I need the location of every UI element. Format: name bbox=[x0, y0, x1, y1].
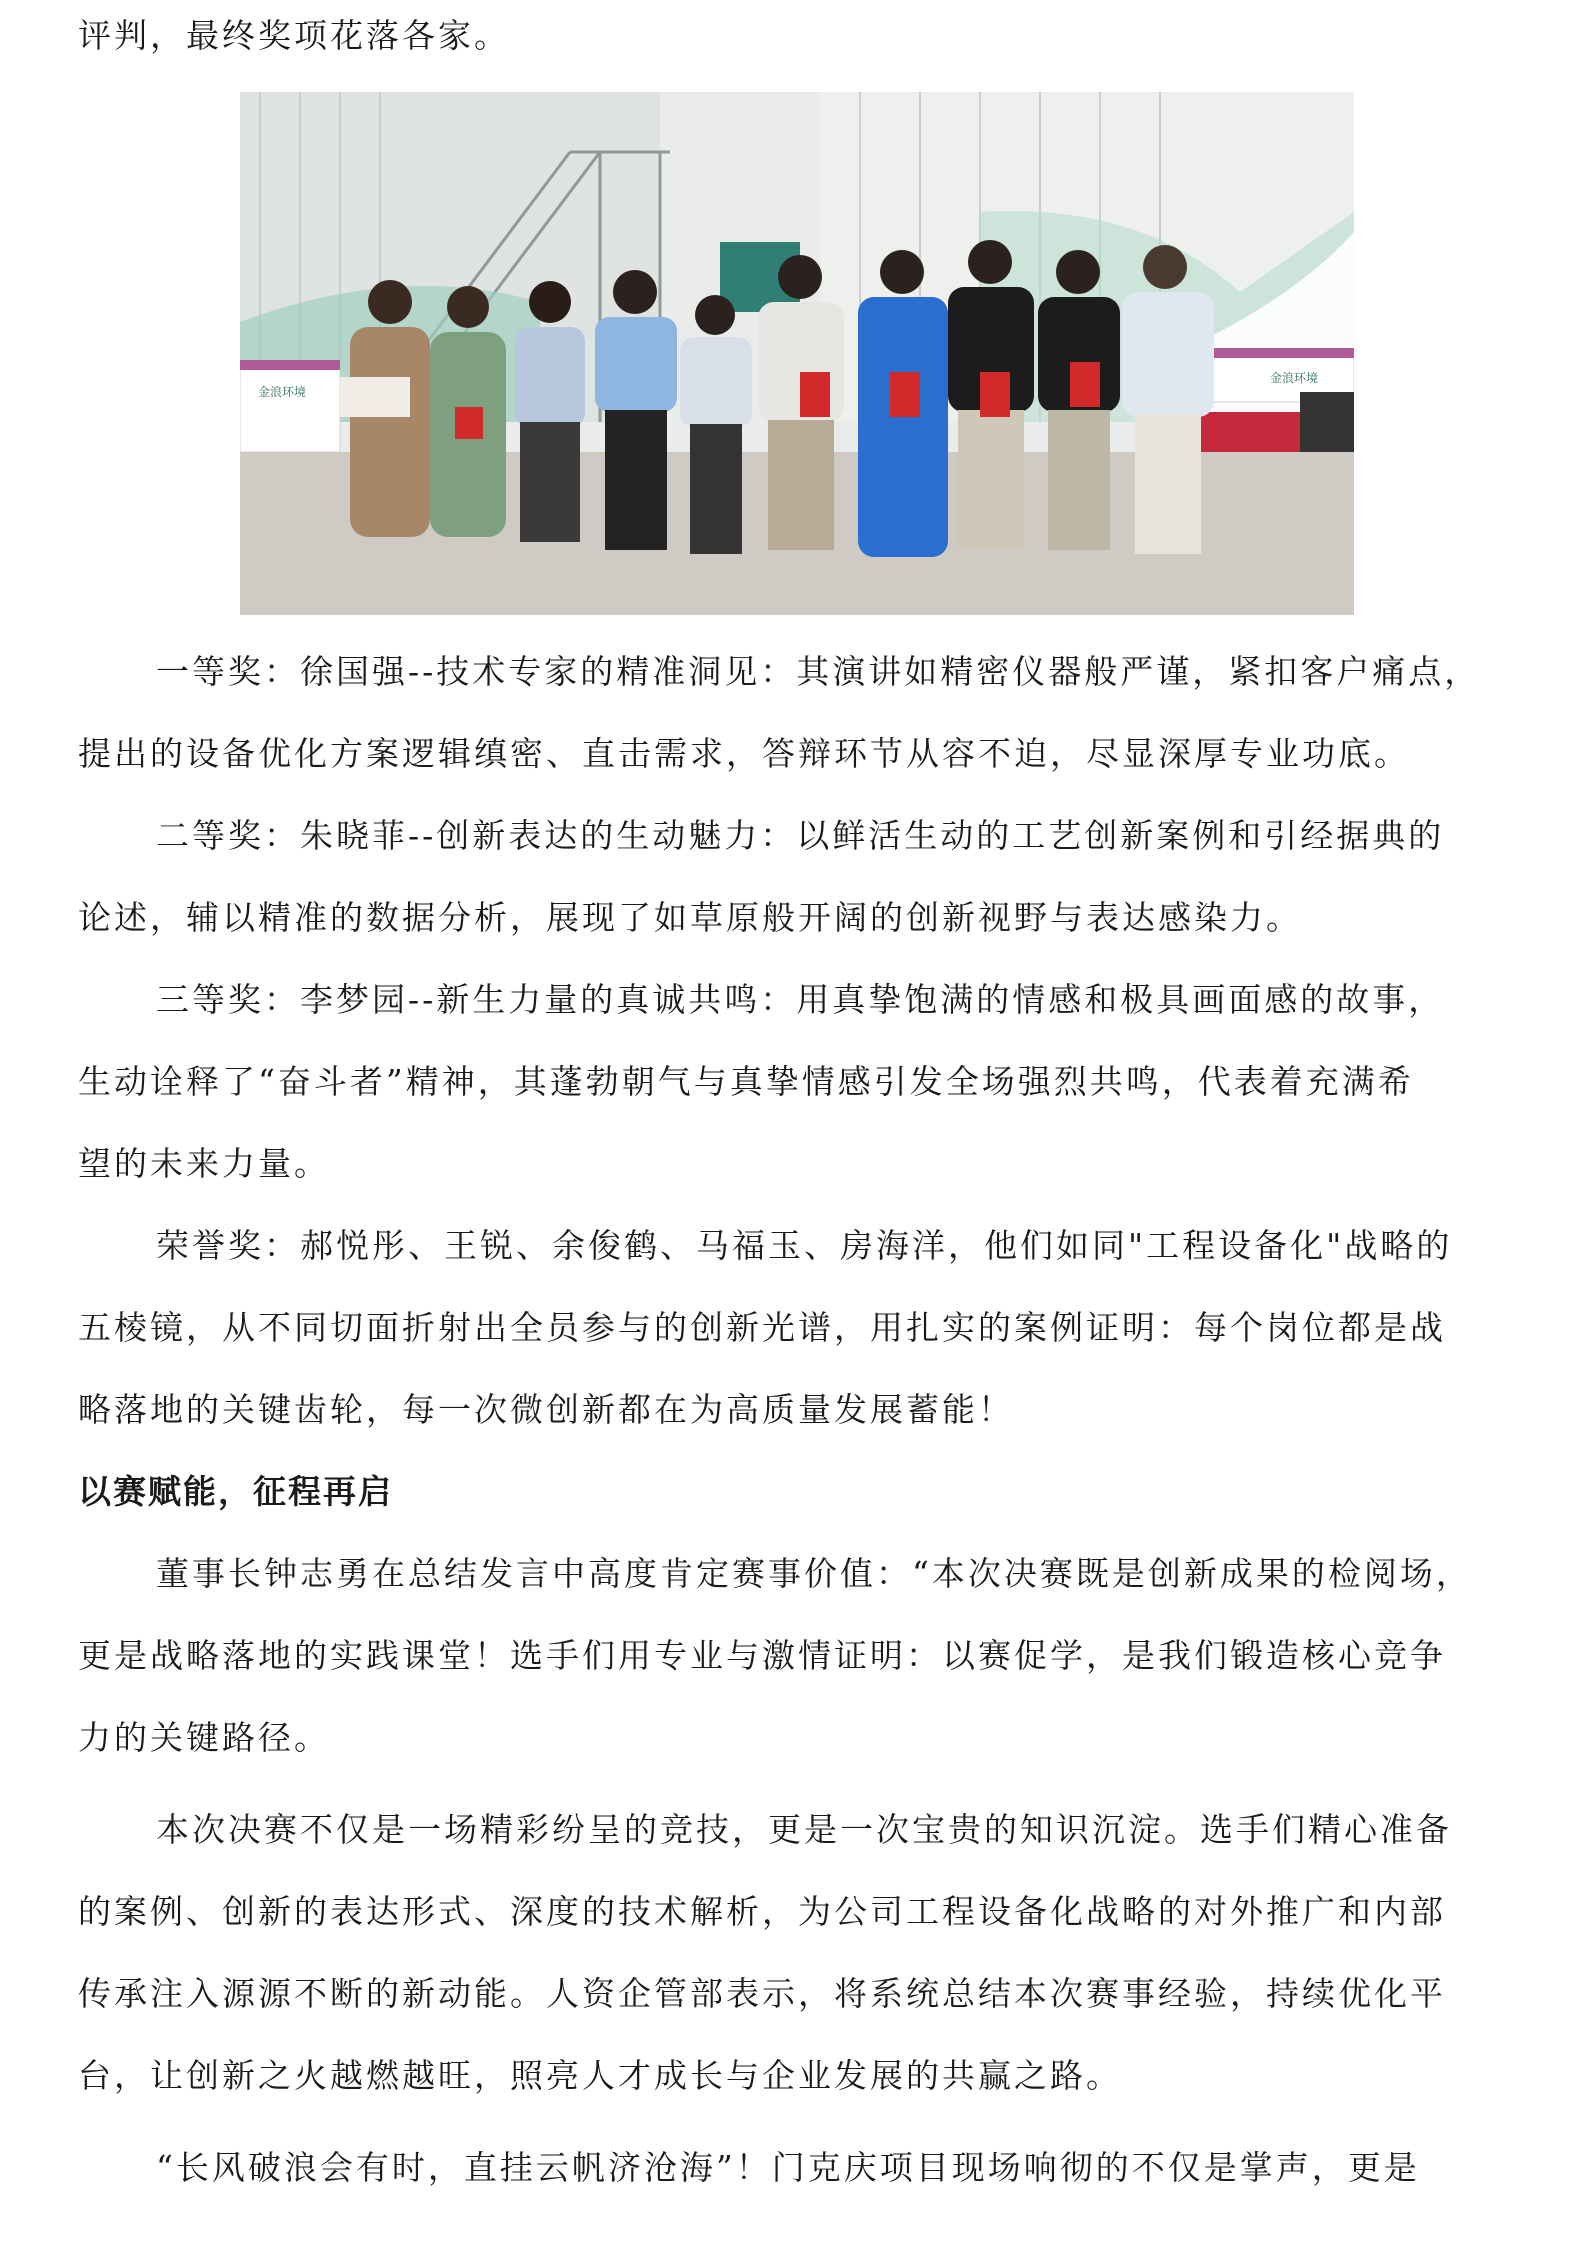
chairman-line-2: 更是战略落地的实践课堂！选手们用专业与激情证明：以赛促学，是我们锻造核心竞争 bbox=[78, 1636, 1446, 1675]
planter-sign-left: 金浪环境 bbox=[258, 385, 307, 399]
chairman-line-3: 力的关键路径。 bbox=[78, 1718, 330, 1757]
award-first-line-2: 提出的设备优化方案逻辑缜密、直击需求，答辩环节从容不迫，尽显深厚专业功底。 bbox=[78, 734, 1410, 773]
award-second-line-1: 二等奖：朱晓菲--创新表达的生动魅力：以鲜活生动的工艺创新案例和引经据典的 bbox=[156, 816, 1445, 855]
award-honor-line-3: 略落地的关键齿轮，每一次微创新都在为高质量发展蓄能！ bbox=[78, 1390, 1014, 1429]
planter-sign-right: 金浪环境 bbox=[1270, 371, 1319, 385]
summary-line-4: 台，让创新之火越燃越旺，照亮人才成长与企业发展的共赢之路。 bbox=[78, 2056, 1122, 2095]
section-heading: 以赛赋能，征程再启 bbox=[78, 1472, 393, 1511]
group-award-photo bbox=[240, 92, 1354, 615]
award-first-line-1: 一等奖：徐国强--技术专家的精准洞见：其演讲如精密仪器般严谨，紧扣客户痛点， bbox=[156, 652, 1481, 691]
award-third-line-3: 望的未来力量。 bbox=[78, 1144, 330, 1183]
summary-line-3: 传承注入源源不断的新动能。人资企管部表示，将系统总结本次赛事经验，持续优化平 bbox=[78, 1974, 1446, 2013]
summary-line-2: 的案例、创新的表达形式、深度的技术解析，为公司工程设备化战略的对外推广和内部 bbox=[78, 1892, 1446, 1931]
chairman-line-1: 董事长钟志勇在总结发言中高度肯定赛事价值：“本次决赛既是创新成果的检阅场， bbox=[156, 1554, 1472, 1593]
award-honor-line-1: 荣誉奖：郝悦彤、王锐、余俊鹤、马福玉、房海洋，他们如同"工程设备化"战略的 bbox=[156, 1226, 1453, 1265]
intro-tail-text: 评判，最终奖项花落各家。 bbox=[78, 16, 510, 55]
closing-line-1: “长风破浪会有时，直挂云帆济沧海”！门克庆项目现场响彻的不仅是掌声，更是 bbox=[156, 2148, 1420, 2187]
award-third-line-1: 三等奖：李梦园--新生力量的真诚共鸣：用真挚饱满的情感和极具画面感的故事， bbox=[156, 980, 1445, 1019]
award-second-line-2: 论述，辅以精准的数据分析，展现了如草原般开阔的创新视野与表达感染力。 bbox=[78, 898, 1302, 937]
award-third-line-2: 生动诠释了“奋斗者”精神，其蓬勃朝气与真挚情感引发全场强烈共鸣，代表着充满希 bbox=[78, 1062, 1414, 1101]
award-honor-line-2: 五棱镜，从不同切面折射出全员参与的创新光谱，用扎实的案例证明：每个岗位都是战 bbox=[78, 1308, 1446, 1347]
summary-line-1: 本次决赛不仅是一场精彩纷呈的竞技，更是一次宝贵的知识沉淀。选手们精心准备 bbox=[156, 1810, 1452, 1849]
